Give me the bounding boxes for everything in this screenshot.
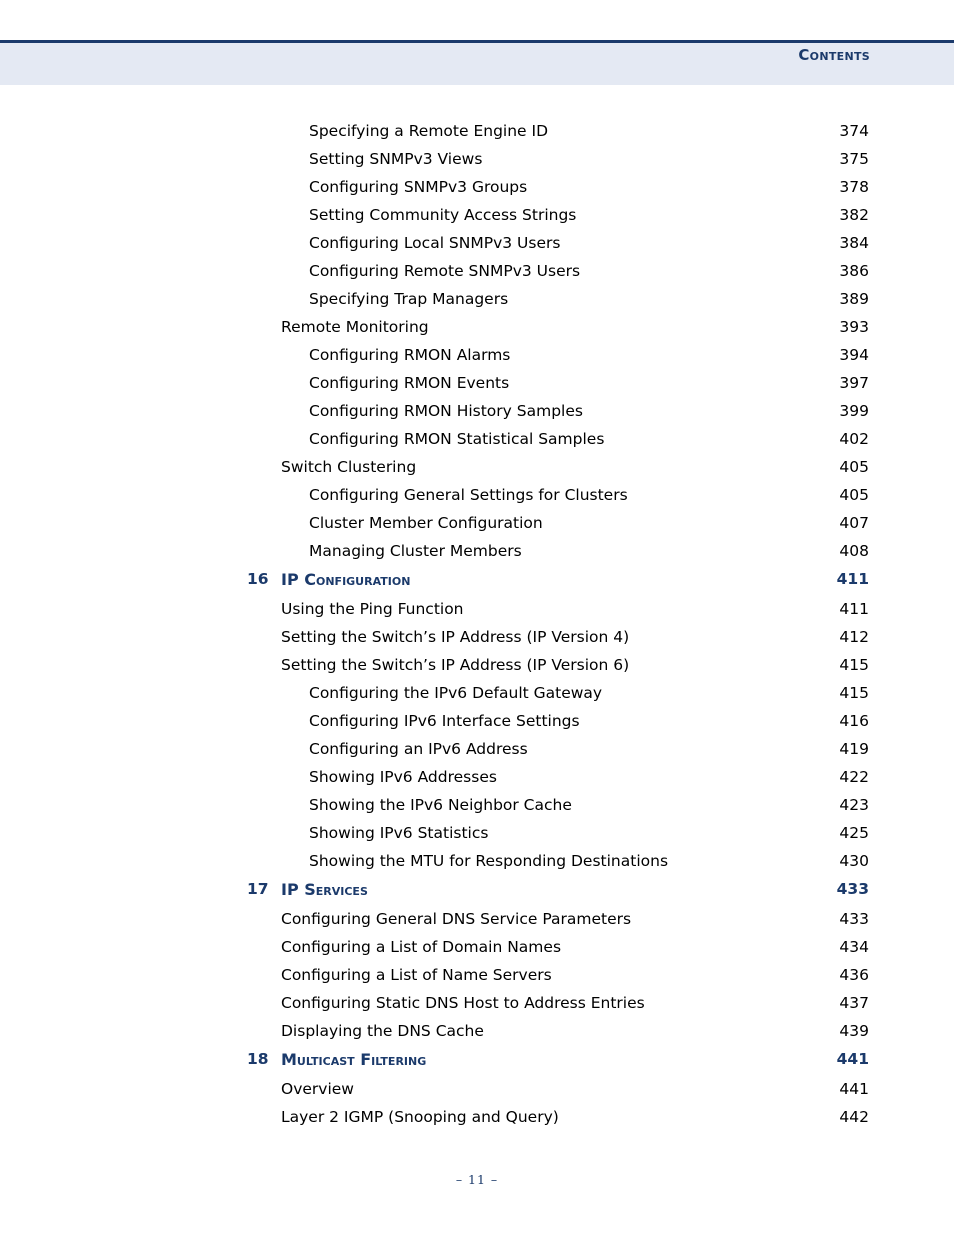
toc-entry-label: Configuring a List of Name Servers bbox=[281, 966, 552, 984]
toc-page-number: 416 bbox=[839, 712, 869, 730]
toc-page-number: 408 bbox=[839, 542, 869, 560]
header-title: Contents bbox=[798, 46, 870, 64]
toc-page-number: 437 bbox=[839, 994, 869, 1012]
toc-entry[interactable] bbox=[0, 846, 954, 874]
toc-entry-label: Showing IPv6 Statistics bbox=[309, 824, 489, 842]
toc-entry-label: Configuring Static DNS Host to Address Entries bbox=[281, 994, 645, 1012]
toc-entry[interactable] bbox=[0, 960, 954, 988]
toc-entry[interactable] bbox=[0, 650, 954, 678]
toc-entry-label: Configuring SNMPv3 Groups bbox=[309, 178, 528, 196]
chapter-number: 16 bbox=[247, 570, 269, 588]
toc-entry[interactable] bbox=[0, 904, 954, 932]
toc-entry-label: Setting the Switch’s IP Address (IP Version 6) bbox=[281, 656, 630, 674]
toc-entry-label: Specifying Trap Managers bbox=[309, 290, 509, 308]
toc-entry[interactable] bbox=[0, 480, 954, 508]
toc-page-number: 436 bbox=[839, 966, 869, 984]
toc-page-number: 375 bbox=[839, 150, 869, 168]
toc-page-number: 433 bbox=[839, 910, 869, 928]
toc-entry-label: Managing Cluster Members bbox=[309, 542, 522, 560]
toc-page-number: 378 bbox=[839, 178, 869, 196]
toc-entry[interactable] bbox=[0, 424, 954, 452]
toc-page-number: 411 bbox=[839, 600, 869, 618]
toc-entry[interactable] bbox=[0, 932, 954, 960]
toc-page-number: 389 bbox=[839, 290, 869, 308]
toc-entry[interactable] bbox=[0, 368, 954, 396]
chapter-title: Multicast Filtering bbox=[281, 1050, 427, 1069]
toc-page-number: 433 bbox=[836, 880, 869, 898]
toc-entry[interactable] bbox=[0, 228, 954, 256]
toc-page-number: 422 bbox=[839, 768, 869, 786]
toc-page-number: 430 bbox=[839, 852, 869, 870]
toc-entry-label: Showing IPv6 Addresses bbox=[309, 768, 497, 786]
toc-entry[interactable] bbox=[0, 1102, 954, 1130]
toc-entry-label: Specifying a Remote Engine ID bbox=[309, 122, 549, 140]
toc-page-number: 441 bbox=[836, 1050, 869, 1068]
toc-page-number: 412 bbox=[839, 628, 869, 646]
toc-entry[interactable] bbox=[0, 508, 954, 536]
toc-entry[interactable] bbox=[0, 762, 954, 790]
toc-entry-label: Configuring RMON History Samples bbox=[309, 402, 583, 420]
toc-entry-label: Showing the IPv6 Neighbor Cache bbox=[309, 796, 572, 814]
toc-page-number: 382 bbox=[839, 206, 869, 224]
toc-page-number: 384 bbox=[839, 234, 869, 252]
toc-entry[interactable] bbox=[0, 340, 954, 368]
toc-entry[interactable] bbox=[0, 818, 954, 846]
toc-entry[interactable] bbox=[0, 284, 954, 312]
toc-entry[interactable] bbox=[0, 1016, 954, 1044]
page-header bbox=[0, 40, 954, 85]
toc-page-number: 434 bbox=[839, 938, 869, 956]
toc-page-number: 425 bbox=[839, 824, 869, 842]
toc-page-number: 419 bbox=[839, 740, 869, 758]
toc-page-number: 439 bbox=[839, 1022, 869, 1040]
toc-entry-label: Configuring Remote SNMPv3 Users bbox=[309, 262, 581, 280]
toc-entry-label: Configuring an IPv6 Address bbox=[309, 740, 528, 758]
toc-entry-label: Configuring General Settings for Clusters bbox=[309, 486, 628, 504]
toc-chapter-entry[interactable] bbox=[0, 874, 954, 904]
toc-entry-label: Setting the Switch’s IP Address (IP Version 4) bbox=[281, 628, 630, 646]
toc-entry[interactable] bbox=[0, 678, 954, 706]
toc-entry[interactable] bbox=[0, 312, 954, 340]
toc-page-number: 402 bbox=[839, 430, 869, 448]
toc-entry[interactable] bbox=[0, 536, 954, 564]
chapter-title: IP Configuration bbox=[281, 570, 411, 589]
page-number: – 11 – bbox=[455, 1172, 499, 1187]
toc-entry[interactable] bbox=[0, 622, 954, 650]
toc-entry[interactable] bbox=[0, 116, 954, 144]
toc-chapter-entry[interactable] bbox=[0, 1044, 954, 1074]
toc-entry-label: Cluster Member Configuration bbox=[309, 514, 543, 532]
toc-entry-label: Configuring Local SNMPv3 Users bbox=[309, 234, 561, 252]
toc-chapter-entry[interactable] bbox=[0, 564, 954, 594]
toc-page-number: 415 bbox=[839, 656, 869, 674]
toc-entry-label: Remote Monitoring bbox=[281, 318, 429, 336]
toc-entry-label: Displaying the DNS Cache bbox=[281, 1022, 484, 1040]
toc-entry[interactable] bbox=[0, 988, 954, 1016]
toc-entry-label: Configuring the IPv6 Default Gateway bbox=[309, 684, 603, 702]
toc-entry[interactable] bbox=[0, 172, 954, 200]
toc-entry[interactable] bbox=[0, 396, 954, 424]
toc-entry-label: Configuring General DNS Service Parameters bbox=[281, 910, 632, 928]
toc-entry[interactable] bbox=[0, 452, 954, 480]
toc-page-number: 405 bbox=[839, 458, 869, 476]
toc-entry-label: Setting SNMPv3 Views bbox=[309, 150, 483, 168]
chapter-number: 18 bbox=[247, 1050, 269, 1068]
toc-entry-label: Configuring RMON Alarms bbox=[309, 346, 511, 364]
toc-page-number: 442 bbox=[839, 1108, 869, 1126]
toc-entry-label: Switch Clustering bbox=[281, 458, 417, 476]
chapter-number: 17 bbox=[247, 880, 269, 898]
toc-entry-label: Showing the MTU for Responding Destinations bbox=[309, 852, 669, 870]
toc-entry-label: Layer 2 IGMP (Snooping and Query) bbox=[281, 1108, 559, 1126]
toc-page-number: 415 bbox=[839, 684, 869, 702]
toc-entry[interactable] bbox=[0, 706, 954, 734]
toc-page-number: 411 bbox=[836, 570, 869, 588]
toc-page-number: 407 bbox=[839, 514, 869, 532]
toc-page-number: 441 bbox=[839, 1080, 869, 1098]
toc-entry[interactable] bbox=[0, 790, 954, 818]
toc-entry[interactable] bbox=[0, 1074, 954, 1102]
toc-entry[interactable] bbox=[0, 144, 954, 172]
toc-page-number: 423 bbox=[839, 796, 869, 814]
toc-page-number: 397 bbox=[839, 374, 869, 392]
toc-page-number: 399 bbox=[839, 402, 869, 420]
toc-entry-label: Configuring RMON Events bbox=[309, 374, 510, 392]
toc-entry[interactable] bbox=[0, 256, 954, 284]
toc-entry-label: Configuring IPv6 Interface Settings bbox=[309, 712, 580, 730]
toc-page-number: 374 bbox=[839, 122, 869, 140]
toc-page-number: 405 bbox=[839, 486, 869, 504]
table-of-contents bbox=[0, 116, 954, 1130]
toc-entry[interactable] bbox=[0, 734, 954, 762]
toc-page-number: 386 bbox=[839, 262, 869, 280]
toc-entry-label: Overview bbox=[281, 1080, 354, 1098]
toc-entry-label: Setting Community Access Strings bbox=[309, 206, 577, 224]
toc-entry-label: Configuring a List of Domain Names bbox=[281, 938, 562, 956]
toc-page-number: 393 bbox=[839, 318, 869, 336]
toc-entry-label: Using the Ping Function bbox=[281, 600, 464, 618]
toc-entry-label: Configuring RMON Statistical Samples bbox=[309, 430, 605, 448]
toc-entry[interactable] bbox=[0, 200, 954, 228]
toc-page-number: 394 bbox=[839, 346, 869, 364]
toc-entry[interactable] bbox=[0, 594, 954, 622]
chapter-title: IP Services bbox=[281, 880, 368, 899]
